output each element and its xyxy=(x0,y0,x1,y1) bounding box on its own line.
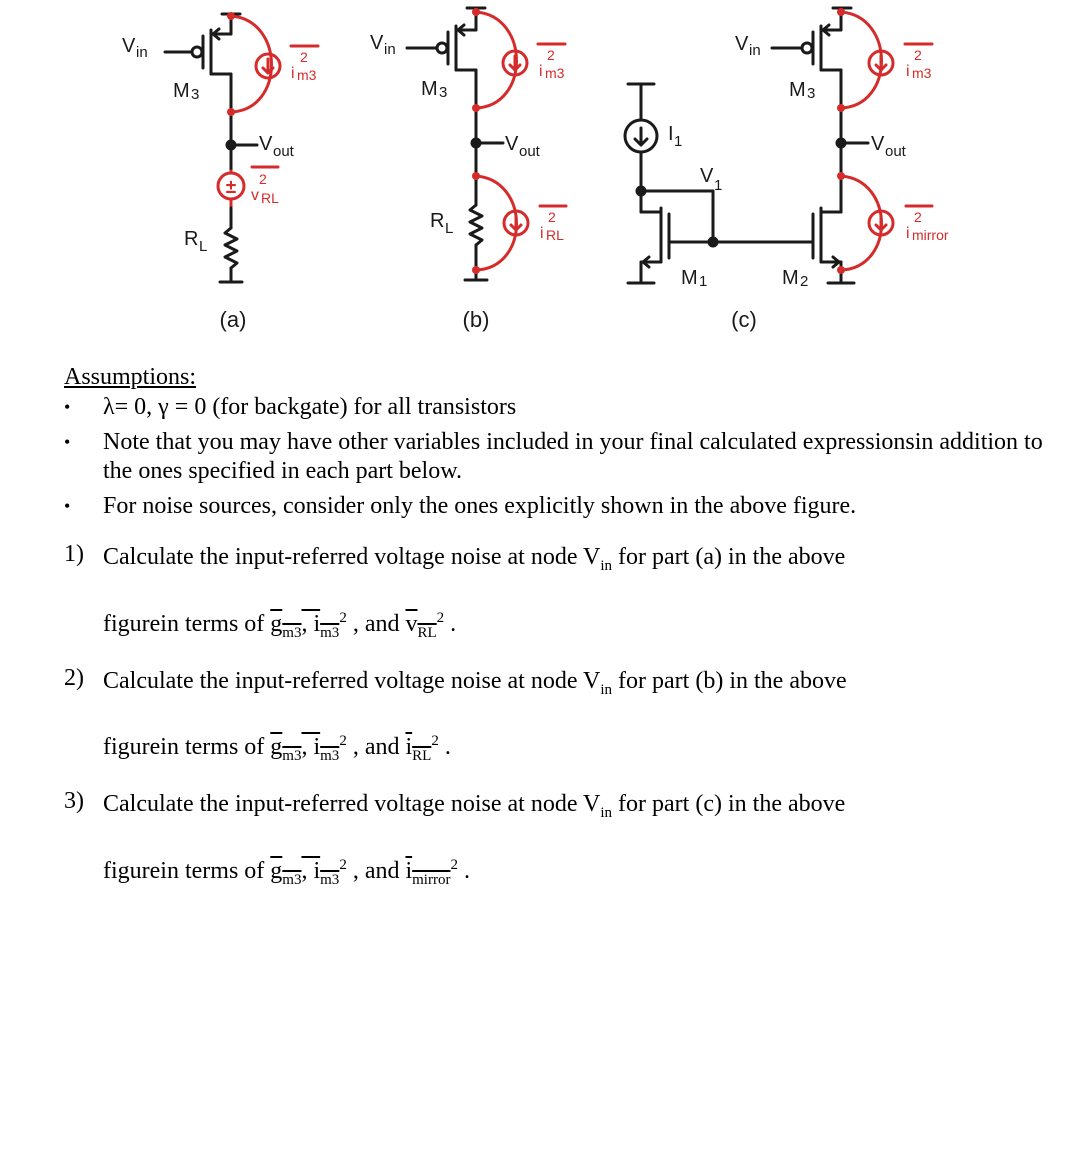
q-t1: i xyxy=(313,857,321,884)
q-t1: i xyxy=(313,734,321,761)
v1-label: V xyxy=(700,165,714,187)
list-item xyxy=(64,492,1054,521)
imirror-sub: mirror xyxy=(912,227,949,243)
question-item xyxy=(64,788,1054,896)
irl-sub: RL xyxy=(546,227,564,243)
caption-c: (c) xyxy=(731,307,757,332)
q-sq2: 2 xyxy=(436,609,445,626)
caption-b: (b) xyxy=(462,307,490,332)
circuit-figure xyxy=(0,0,1080,345)
im3-sub-b: m3 xyxy=(545,65,565,81)
q-pre: figurein terms of xyxy=(103,857,271,884)
bullet-icon: • xyxy=(64,432,71,452)
caption-a: (a) xyxy=(219,307,247,332)
im3-i-b: i xyxy=(539,63,543,80)
vrl-v: v xyxy=(251,187,259,204)
q-text-end: for part (a) in the above xyxy=(612,544,846,570)
m2-label: M xyxy=(782,267,799,289)
q-term-gm xyxy=(270,610,340,641)
i1-label: I xyxy=(668,123,674,145)
m3-sub-c: 3 xyxy=(807,85,816,102)
q-sq: 2 xyxy=(339,609,347,626)
question-item xyxy=(64,665,1054,773)
q-sq2: 2 xyxy=(450,856,458,873)
irl-sq: 2 xyxy=(548,209,556,225)
q-gm: g xyxy=(270,734,283,761)
vin-label-a: V xyxy=(122,35,136,57)
q-t1-sub: m3 xyxy=(320,871,340,888)
q-text-end: for part (c) in the above xyxy=(612,791,846,818)
problem-text xyxy=(64,364,1054,912)
q-t2: i xyxy=(405,857,413,884)
imirror-sq: 2 xyxy=(914,209,922,225)
assumption-text: Note that you may have other variables included in your final calculated expressionsin addition to the ones specified in each part below. xyxy=(103,429,1043,484)
q-t1-sub: m3 xyxy=(320,624,340,641)
q-end: . xyxy=(457,857,470,884)
rl-label-a: R xyxy=(184,228,199,250)
assumptions-list xyxy=(64,393,1054,521)
q-and: , and xyxy=(346,610,406,637)
im3-sq-b: 2 xyxy=(547,47,555,63)
q-text: Calculate the input-referred voltage noise at node V xyxy=(103,667,601,694)
im3-i-c: i xyxy=(906,63,910,80)
vout-label-b: V xyxy=(505,133,519,155)
circuit-a xyxy=(122,12,318,332)
q-and: , and xyxy=(346,734,406,761)
q-pre: figurein terms of xyxy=(103,610,271,637)
im3-sub-c: m3 xyxy=(912,65,932,81)
question-line-2 xyxy=(103,725,1054,772)
q-gm: g xyxy=(270,610,283,637)
v1-sub: 1 xyxy=(714,177,723,194)
question-line-1 xyxy=(103,665,1054,706)
question-number: 2) xyxy=(64,664,84,691)
vout-label-a: V xyxy=(259,133,273,155)
resistor-rl-a xyxy=(225,228,237,268)
circuit-c xyxy=(625,8,949,332)
question-line-2 xyxy=(103,849,1054,896)
im3-sub-a: m3 xyxy=(297,67,317,83)
q-sq: 2 xyxy=(339,733,347,750)
q-gm-sub: m3 xyxy=(282,624,302,641)
vin-sub-b: in xyxy=(384,41,396,58)
im3-i-a: i xyxy=(291,65,295,82)
circuit-b xyxy=(370,8,566,332)
q-sub: in xyxy=(600,557,613,574)
bullet-icon: • xyxy=(64,397,71,417)
question-number: 3) xyxy=(64,788,84,815)
vout-label-c: V xyxy=(871,133,885,155)
m1-sub: 1 xyxy=(699,273,708,290)
q-comma: , xyxy=(301,857,308,884)
m3-sub-a: 3 xyxy=(191,86,200,103)
vrl-sq: 2 xyxy=(259,171,267,187)
q-t1-sub: m3 xyxy=(320,748,340,765)
q-term-2 xyxy=(405,734,432,765)
question-line-2 xyxy=(103,602,1054,649)
question-number: 1) xyxy=(64,541,84,567)
resistor-rl-b xyxy=(470,205,482,245)
list-item xyxy=(64,428,1054,486)
q-gm-sub: m3 xyxy=(282,748,302,765)
q-term-gm xyxy=(270,734,340,765)
q-t2: v xyxy=(405,610,418,637)
assumption-text: For noise sources, consider only the ones explicitly shown in the above figure. xyxy=(103,493,857,519)
q-text: Calculate the input-referred voltage noise at node V xyxy=(103,544,601,570)
q-t2-sub: RL xyxy=(417,624,437,641)
q-term-gm xyxy=(270,857,340,888)
rl-sub-a: L xyxy=(199,238,208,255)
vrl-sub: RL xyxy=(261,190,279,206)
question-item xyxy=(64,541,1054,649)
plus-minus-label: ± xyxy=(225,177,237,198)
question-line-1 xyxy=(103,541,1054,582)
rl-label-b: R xyxy=(430,210,445,232)
m2-sub: 2 xyxy=(800,273,809,290)
q-t2-sub: RL xyxy=(412,748,432,765)
q-term-2 xyxy=(405,610,437,641)
im3-sq-c: 2 xyxy=(914,47,922,63)
q-sub: in xyxy=(600,681,613,698)
im3-sq-a: 2 xyxy=(300,49,308,65)
m3-label-a: M xyxy=(173,80,190,102)
q-t2-sub: mirror xyxy=(412,871,451,888)
q-comma: , xyxy=(301,610,308,637)
vin-label-b: V xyxy=(370,32,384,54)
m3-sub-b: 3 xyxy=(439,84,448,101)
questions-list xyxy=(64,541,1054,896)
vin-sub-c: in xyxy=(749,42,761,59)
q-t1: i xyxy=(313,610,321,637)
m3-label-c: M xyxy=(789,79,806,101)
i1-sub: 1 xyxy=(674,133,683,150)
q-end: . xyxy=(438,734,451,761)
q-text: Calculate the input-referred voltage noise at node V xyxy=(103,791,601,818)
vin-sub-a: in xyxy=(136,44,148,61)
assumption-text: λ= 0, γ = 0 (for backgate) for all transistors xyxy=(103,394,517,420)
m3-label-b: M xyxy=(421,78,438,100)
q-gm-sub: m3 xyxy=(282,871,302,888)
imirror-i: i xyxy=(906,225,910,242)
q-and: , and xyxy=(346,857,406,884)
irl-i: i xyxy=(540,225,544,242)
vout-sub-c: out xyxy=(885,143,906,160)
q-gm: g xyxy=(270,857,283,884)
q-text-end: for part (b) in the above xyxy=(612,667,847,694)
rl-sub-b: L xyxy=(445,220,454,237)
q-comma: , xyxy=(301,734,308,761)
question-line-1 xyxy=(103,788,1054,829)
q-sq: 2 xyxy=(339,856,347,873)
q-term-2 xyxy=(405,857,451,888)
list-item xyxy=(64,393,1054,422)
q-t2: i xyxy=(405,734,413,761)
q-sq2: 2 xyxy=(431,733,439,750)
vout-sub-b: out xyxy=(519,143,540,160)
assumptions-heading: Assumptions: xyxy=(64,364,197,390)
q-sub: in xyxy=(600,804,613,821)
m1-label: M xyxy=(681,267,698,289)
q-pre: figurein terms of xyxy=(103,734,271,761)
vin-label-c: V xyxy=(735,33,749,55)
q-end: . xyxy=(444,610,457,637)
vout-sub-a: out xyxy=(273,143,294,160)
bullet-icon: • xyxy=(64,496,71,516)
